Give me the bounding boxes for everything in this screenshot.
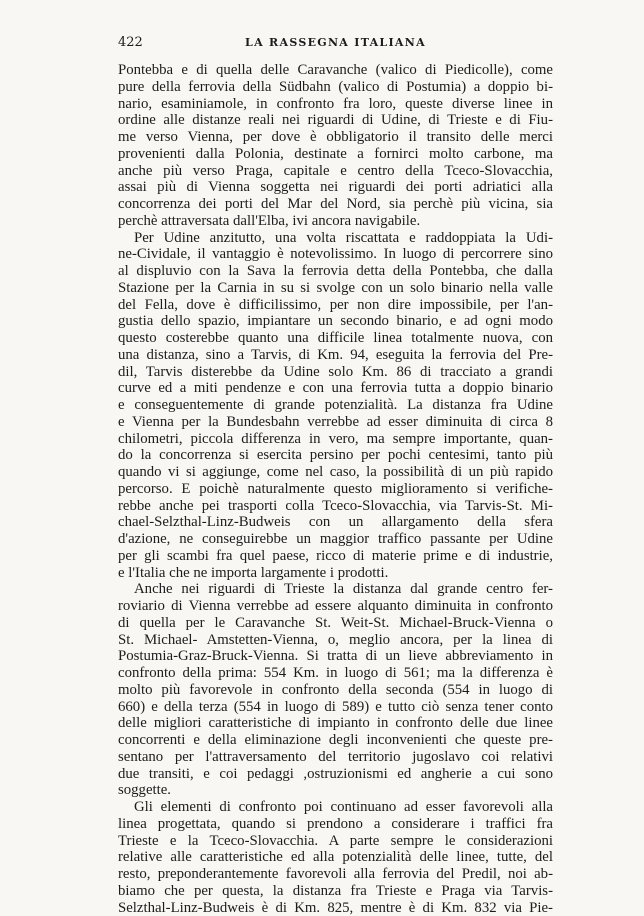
text-line: assai più di Vienna soggetta nei riguardi dei porti adriatici alla [118, 179, 553, 196]
text-line: delle migliori caratteristiche di impianto in confronto delle due linee [118, 715, 553, 732]
text-line: gustia dello spazio, impiantare un secondo binario, e ad ogni modo [118, 313, 553, 330]
page-number: 422 [118, 35, 143, 50]
text-line: d'azione, ne conseguirebbe un maggior traffico passante per Udine [118, 531, 553, 548]
text-line: e conseguentemente di grande potenzialità. La distanza fra Udine [118, 397, 553, 414]
text-line: chael-Selzthal-Linz-Budweis con un allargamento della sfera [118, 514, 553, 531]
text-line: Stazione per la Carnia in su si svolge con un solo binario nella valle [118, 280, 553, 297]
paragraph [118, 62, 553, 230]
text-line: resto, preponderantemente favorevoli alla ferrovia del Predil, noi ab- [118, 866, 553, 883]
text-line: per gli scambi fra quel paese, ricco di materie prime e di industrie, [118, 548, 553, 565]
text-line: me verso Vienna, per dove è obbligatorio il transito delle merci [118, 129, 553, 146]
text-line: Selzthal-Linz-Budweis è di Km. 825, mentre è di Km. 832 via Pie- [118, 900, 553, 916]
text-line: al displuvio con la Sava la ferrovia detta della Pontebba, che dalla [118, 263, 553, 280]
text-line: nario, esaminiamole, in confronto fra loro, queste diverse linee in [118, 96, 553, 113]
text-line: Anche nei riguardi di Trieste la distanza dal grande centro fer- [118, 581, 553, 598]
text-line: Postumia-Graz-Bruck-Vienna. Si tratta di un lieve abbreviamento in [118, 648, 553, 665]
text-line: Pontebba e di quella delle Caravanche (valico di Piedicolle), come [118, 62, 553, 79]
text-line: chilometri, piccola differenza in vero, ma sempre importante, quan- [118, 431, 553, 448]
paragraph [118, 581, 553, 799]
text-line: provenienti dalla Polonia, destinate a fornirci molto carbone, ma [118, 146, 553, 163]
text-line: perchè attraversata dall'Elba, ivi ancora navigabile. [118, 213, 553, 230]
text-line: linea progettata, quando si prendono a considerare i traffici fra [118, 816, 553, 833]
text-line: percorso. E poichè naturalmente questo miglioramento si verifiche- [118, 481, 553, 498]
text-line: 660) e della terza (554 in luogo di 589) e tutto ciò senza tener conto [118, 699, 553, 716]
text-line: e Vienna per la Bundesbahn verrebbe ad esser diminuita di circa 8 [118, 414, 553, 431]
text-line: roviario di Vienna verrebbe ad essere alquanto diminuita in confronto [118, 598, 553, 615]
text-line: Gli elementi di confronto poi continuano ad esser favorevoli alla [118, 799, 553, 816]
text-line: pure della ferrovia della Südbahn (valico di Postumia) a doppio bi- [118, 79, 553, 96]
text-line: ne-Cividale, il vantaggio è notevolissimo. In luogo di percorrere sino [118, 246, 553, 263]
text-line: concorrenti e della eliminazione degli inconvenienti che queste pre- [118, 732, 553, 749]
running-title: LA RASSEGNA ITALIANA [118, 36, 553, 49]
text-line: due transiti, e coi pedaggi ,ostruzionismi ed angherie a cui sono [118, 766, 553, 783]
text-line: confronto della prima: 554 Km. in luogo di 561; ma la differenza è [118, 665, 553, 682]
text-line: curve ed a miti pendenze e con una ferrovia tutta a doppio binario [118, 380, 553, 397]
text-line: ordine alle distanze reali nei riguardi di Udine, di Trieste e di Fiu- [118, 112, 553, 129]
text-line: rebbe anche pei trasporti colla Tceco-Slovacchia, via Tarvis-St. Mi- [118, 498, 553, 515]
paragraph [118, 230, 553, 582]
text-line: dil, Tarvis disterebbe da Udine solo Km. 86 di tracciato a grandi [118, 364, 553, 381]
paragraph [118, 799, 553, 916]
body-text [118, 62, 553, 916]
text-line: una distanza, sino a Tarvis, di Km. 94, eseguita la ferrovia del Pre- [118, 347, 553, 364]
text-line: relative alle caratteristiche ed alla potenzialità delle linee, tutte, del [118, 849, 553, 866]
text-line: e l'Italia che ne importa largamente i prodotti. [118, 565, 553, 582]
text-line: Trieste e la Tceco-Slovacchia. A parte sempre le considerazioni [118, 833, 553, 850]
text-line: di quella per le Caravanche St. Weit-St. Michael-Bruck-Vienna o [118, 615, 553, 632]
text-line: molto più favorevole in confronto della seconda (554 in luogo di [118, 682, 553, 699]
text-line: del Fella, dove è difficilissimo, per non dire impossibile, per l'an- [118, 297, 553, 314]
text-line: sentano per l'attraversamento del territorio jugoslavo coi relativi [118, 749, 553, 766]
text-line: soggette. [118, 782, 553, 799]
text-line: St. Michael- Amstetten-Vienna, o, meglio ancora, per la linea di [118, 632, 553, 649]
text-line: do la concorrenza si esercita persino per pochi centesimi, tanto più [118, 447, 553, 464]
text-line: anche più verso Praga, capitale e centro della Tceco-Slovacchia, [118, 163, 553, 180]
text-line: concorrenza dei porti del Mar del Nord, sia perchè più vicina, sia [118, 196, 553, 213]
text-line: Per Udine anzitutto, una volta riscattata e raddoppiata la Udi- [118, 230, 553, 247]
text-line: questo costerebbe quanto una difficile linea totalmente nuova, con [118, 330, 553, 347]
page-header [118, 35, 553, 51]
text-line: biamo che per questa, la distanza fra Trieste e Praga via Tarvis- [118, 883, 553, 900]
text-line: quando vi si aggiunge, come nel caso, la possibilità di un più rapido [118, 464, 553, 481]
